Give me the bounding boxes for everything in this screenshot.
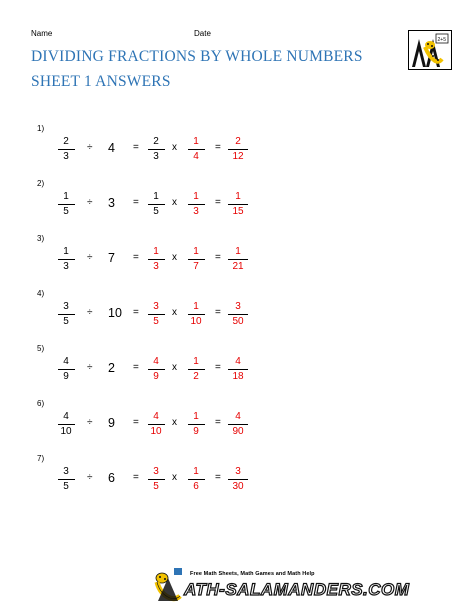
whole-number: 4 — [108, 141, 115, 155]
problem-number: 6) — [37, 399, 45, 408]
rewritten-fraction — [146, 466, 166, 493]
denominator: 50 — [232, 316, 244, 327]
dividend-fraction — [56, 246, 76, 273]
fraction-bar — [148, 369, 165, 370]
divide-sign: ÷ — [87, 472, 93, 483]
multiply-sign: x — [172, 417, 177, 428]
answer-fraction — [228, 356, 248, 383]
dividend-fraction — [56, 466, 76, 493]
whole-number: 7 — [108, 251, 115, 265]
multiply-sign: x — [172, 197, 177, 208]
fraction-bar — [188, 259, 205, 260]
numerator: 2 — [63, 136, 69, 147]
divide-sign: ÷ — [87, 197, 93, 208]
denominator: 5 — [63, 206, 69, 217]
equals-sign: = — [215, 142, 221, 153]
answer-fraction — [228, 246, 248, 273]
denominator: 90 — [232, 426, 244, 437]
denominator: 4 — [193, 151, 199, 162]
fraction-bar — [58, 424, 75, 425]
numerator: 1 — [193, 191, 199, 202]
problem-row — [0, 454, 474, 516]
fraction-bar — [58, 479, 75, 480]
equals-sign: = — [133, 142, 139, 153]
fraction-bar — [58, 204, 75, 205]
denominator: 9 — [63, 371, 69, 382]
problem-row — [0, 289, 474, 351]
numerator: 1 — [193, 246, 199, 257]
problem-row — [0, 344, 474, 406]
reciprocal-fraction — [186, 191, 206, 218]
reciprocal-fraction — [186, 136, 206, 163]
dividend-fraction — [56, 136, 76, 163]
dividend-fraction — [56, 301, 76, 328]
denominator: 5 — [63, 316, 69, 327]
numerator: 1 — [63, 191, 69, 202]
dividend-fraction — [56, 356, 76, 383]
multiply-sign: x — [172, 142, 177, 153]
numerator: 1 — [63, 246, 69, 257]
footer-tagline: Free Math Sheets, Math Games and Math Help — [190, 571, 315, 577]
rewritten-fraction — [146, 136, 166, 163]
answer-fraction — [228, 136, 248, 163]
problem-row — [0, 234, 474, 296]
multiply-sign: x — [172, 252, 177, 263]
salamander-logo-icon — [408, 30, 452, 70]
denominator: 6 — [193, 481, 199, 492]
denominator: 3 — [153, 261, 159, 272]
divide-sign: ÷ — [87, 417, 93, 428]
fraction-bar — [188, 479, 205, 480]
name-label: Name — [31, 29, 53, 38]
problem-number: 7) — [37, 454, 45, 463]
numerator: 1 — [193, 301, 199, 312]
fraction-bar — [188, 204, 205, 205]
denominator: 21 — [232, 261, 244, 272]
numerator: 2 — [235, 136, 241, 147]
equals-sign: = — [133, 197, 139, 208]
equals-sign: = — [215, 472, 221, 483]
denominator: 5 — [153, 481, 159, 492]
denominator: 10 — [190, 316, 202, 327]
date-label: Date — [194, 29, 211, 38]
problem-number: 3) — [37, 234, 45, 243]
equals-sign: = — [133, 362, 139, 373]
denominator: 5 — [153, 206, 159, 217]
numerator: 3 — [153, 466, 159, 477]
footer-brand: ATH-SALAMANDERS.COM — [184, 580, 410, 599]
equals-sign: = — [215, 417, 221, 428]
svg-text:2+5: 2+5 — [437, 37, 446, 43]
fraction-bar — [148, 479, 165, 480]
denominator: 9 — [153, 371, 159, 382]
problem-number: 4) — [37, 289, 45, 298]
fraction-bar — [148, 204, 165, 205]
fraction-bar — [188, 424, 205, 425]
divide-sign: ÷ — [87, 362, 93, 373]
fraction-bar — [58, 314, 75, 315]
fraction-bar — [58, 149, 75, 150]
fraction-bar — [228, 259, 248, 260]
numerator: 3 — [63, 301, 69, 312]
fraction-bar — [228, 314, 248, 315]
denominator: 5 — [63, 481, 69, 492]
denominator: 10 — [150, 426, 162, 437]
denominator: 30 — [232, 481, 244, 492]
reciprocal-fraction — [186, 246, 206, 273]
numerator: 4 — [63, 356, 69, 367]
problem-row — [0, 179, 474, 241]
problem-number: 1) — [37, 124, 45, 133]
numerator: 4 — [235, 356, 241, 367]
equals-sign: = — [133, 472, 139, 483]
whole-number: 2 — [108, 361, 115, 375]
fraction-bar — [148, 424, 165, 425]
fraction-bar — [148, 149, 165, 150]
reciprocal-fraction — [186, 466, 206, 493]
multiply-sign: x — [172, 362, 177, 373]
denominator: 3 — [193, 206, 199, 217]
equals-sign: = — [215, 252, 221, 263]
numerator: 1 — [235, 191, 241, 202]
rewritten-fraction — [146, 356, 166, 383]
problem-number: 2) — [37, 179, 45, 188]
numerator: 4 — [153, 411, 159, 422]
equals-sign: = — [215, 307, 221, 318]
problem-row — [0, 399, 474, 461]
denominator: 2 — [193, 371, 199, 382]
whole-number: 10 — [108, 306, 122, 320]
numerator: 3 — [235, 466, 241, 477]
numerator: 3 — [63, 466, 69, 477]
denominator: 3 — [63, 151, 69, 162]
whole-number: 3 — [108, 196, 115, 210]
fraction-bar — [58, 369, 75, 370]
answer-fraction — [228, 466, 248, 493]
denominator: 12 — [232, 151, 244, 162]
reciprocal-fraction — [186, 356, 206, 383]
denominator: 9 — [193, 426, 199, 437]
numerator: 1 — [235, 246, 241, 257]
rewritten-fraction — [146, 246, 166, 273]
numerator: 3 — [153, 301, 159, 312]
equals-sign: = — [133, 417, 139, 428]
numerator: 1 — [153, 246, 159, 257]
fraction-bar — [188, 149, 205, 150]
worksheet-title: DIVIDING FRACTIONS BY WHOLE NUMBERS — [31, 48, 363, 65]
problem-number: 5) — [37, 344, 45, 353]
divide-sign: ÷ — [87, 252, 93, 263]
numerator: 1 — [193, 411, 199, 422]
numerator: 3 — [235, 301, 241, 312]
numerator: 1 — [153, 191, 159, 202]
answer-fraction — [228, 411, 248, 438]
fraction-bar — [148, 314, 165, 315]
dividend-fraction — [56, 191, 76, 218]
denominator: 7 — [193, 261, 199, 272]
rewritten-fraction — [146, 301, 166, 328]
fraction-bar — [228, 479, 248, 480]
equals-sign: = — [133, 252, 139, 263]
fraction-bar — [228, 424, 248, 425]
reciprocal-fraction — [186, 411, 206, 438]
numerator: 1 — [193, 356, 199, 367]
rewritten-fraction — [146, 411, 166, 438]
denominator: 3 — [153, 151, 159, 162]
denominator: 3 — [63, 261, 69, 272]
whole-number: 9 — [108, 416, 115, 430]
problem-row — [0, 124, 474, 186]
rewritten-fraction — [146, 191, 166, 218]
denominator: 10 — [60, 426, 72, 437]
divide-sign: ÷ — [87, 142, 93, 153]
fraction-bar — [228, 369, 248, 370]
divide-sign: ÷ — [87, 307, 93, 318]
fraction-bar — [228, 204, 248, 205]
fraction-bar — [58, 259, 75, 260]
equals-sign: = — [215, 197, 221, 208]
dividend-fraction — [56, 411, 76, 438]
answer-fraction — [228, 301, 248, 328]
multiply-sign: x — [172, 472, 177, 483]
numerator: 4 — [63, 411, 69, 422]
whole-number: 6 — [108, 471, 115, 485]
denominator: 5 — [153, 316, 159, 327]
equals-sign: = — [133, 307, 139, 318]
reciprocal-fraction — [186, 301, 206, 328]
worksheet-subtitle: SHEET 1 ANSWERS — [31, 73, 171, 90]
fraction-bar — [228, 149, 248, 150]
denominator: 15 — [232, 206, 244, 217]
answer-fraction — [228, 191, 248, 218]
numerator: 2 — [153, 136, 159, 147]
fraction-bar — [148, 259, 165, 260]
equals-sign: = — [215, 362, 221, 373]
fraction-bar — [188, 314, 205, 315]
multiply-sign: x — [172, 307, 177, 318]
numerator: 1 — [193, 466, 199, 477]
numerator: 4 — [153, 356, 159, 367]
fraction-bar — [188, 369, 205, 370]
denominator: 18 — [232, 371, 244, 382]
numerator: 4 — [235, 411, 241, 422]
numerator: 1 — [193, 136, 199, 147]
